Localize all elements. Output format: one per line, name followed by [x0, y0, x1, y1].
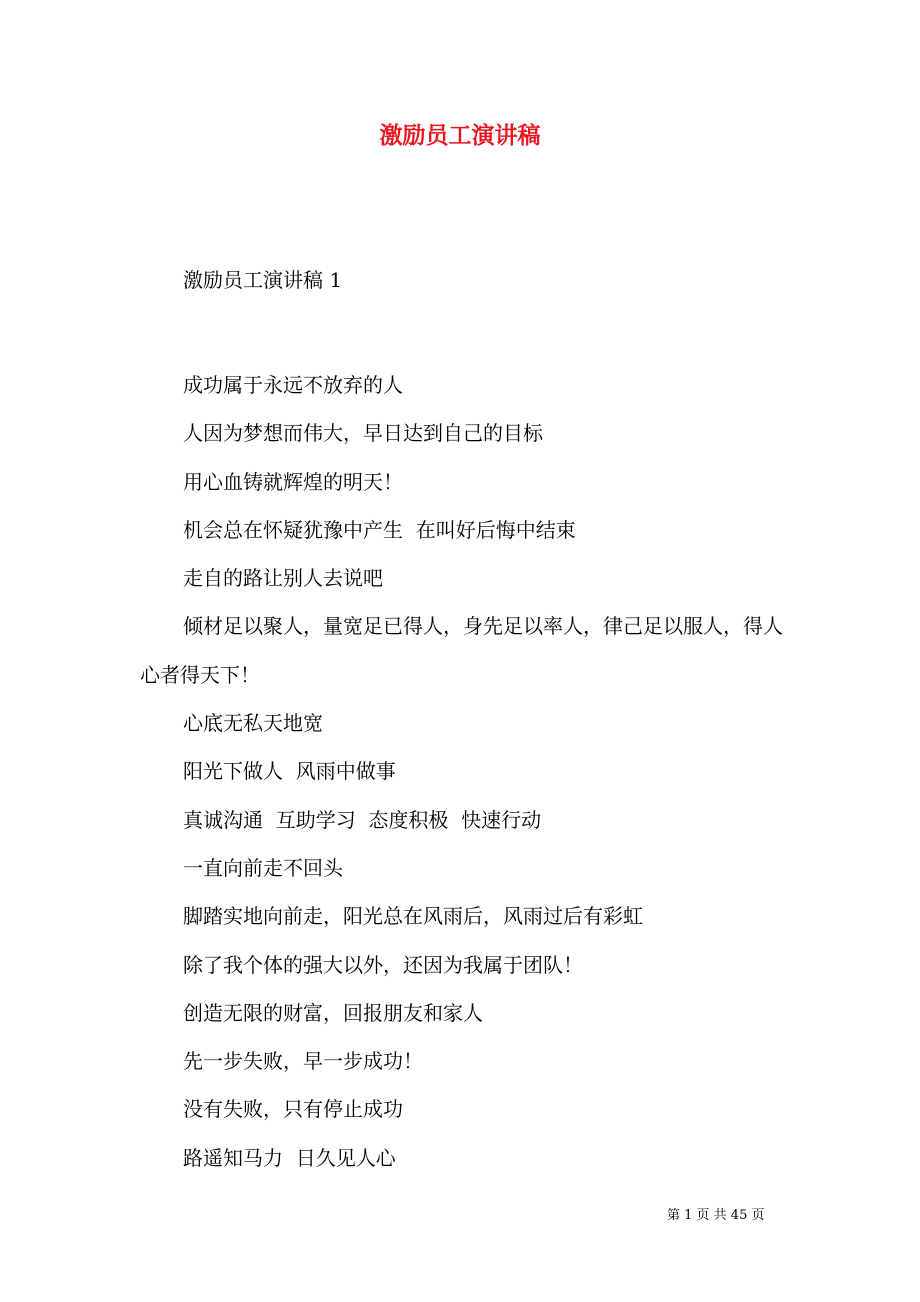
- speech-lines: [140, 361, 800, 1182]
- text-line: 机会总在怀疑犹豫中产生 在叫好后悔中结束: [183, 517, 576, 542]
- text-line: 先一步失败，早一步成功！: [183, 1049, 423, 1074]
- text-line: 除了我个体的强大以外，还因为我属于团队！: [183, 952, 583, 977]
- text-line: 用心血铸就辉煌的明天！: [183, 469, 403, 494]
- page-number-footer: 第 1 页 共 45 页: [667, 1208, 765, 1223]
- text-line: 人因为梦想而伟大，早日达到自己的目标: [183, 421, 543, 446]
- text-line: 倾材足以聚人，量宽足已得人，身先足以率人，律己足以服人，得人心者得天下！: [140, 614, 783, 687]
- text-line: 心底无私天地宽: [183, 711, 323, 736]
- text-line: 成功属于永远不放弃的人: [183, 373, 403, 397]
- section-heading: 激励员工演讲稿 1: [183, 268, 343, 292]
- text-line: 一直向前走不回头: [183, 855, 343, 880]
- text-line: 路遥知马力 日久见人心: [183, 1145, 396, 1170]
- text-line: 没有失败，只有停止成功: [183, 1097, 403, 1122]
- document-title: 激励员工演讲稿: [379, 122, 541, 149]
- text-line: 创造无限的财富，回报朋友和家人: [183, 1000, 483, 1025]
- text-line: 真诚沟通 互助学习 态度积极 快速行动: [183, 807, 542, 832]
- text-line: 阳光下做人 风雨中做事: [183, 759, 396, 784]
- text-line: 脚踏实地向前走，阳光总在风雨后，风雨过后有彩虹: [183, 904, 643, 929]
- text-line: 走自的路让别人去说吧: [183, 566, 383, 591]
